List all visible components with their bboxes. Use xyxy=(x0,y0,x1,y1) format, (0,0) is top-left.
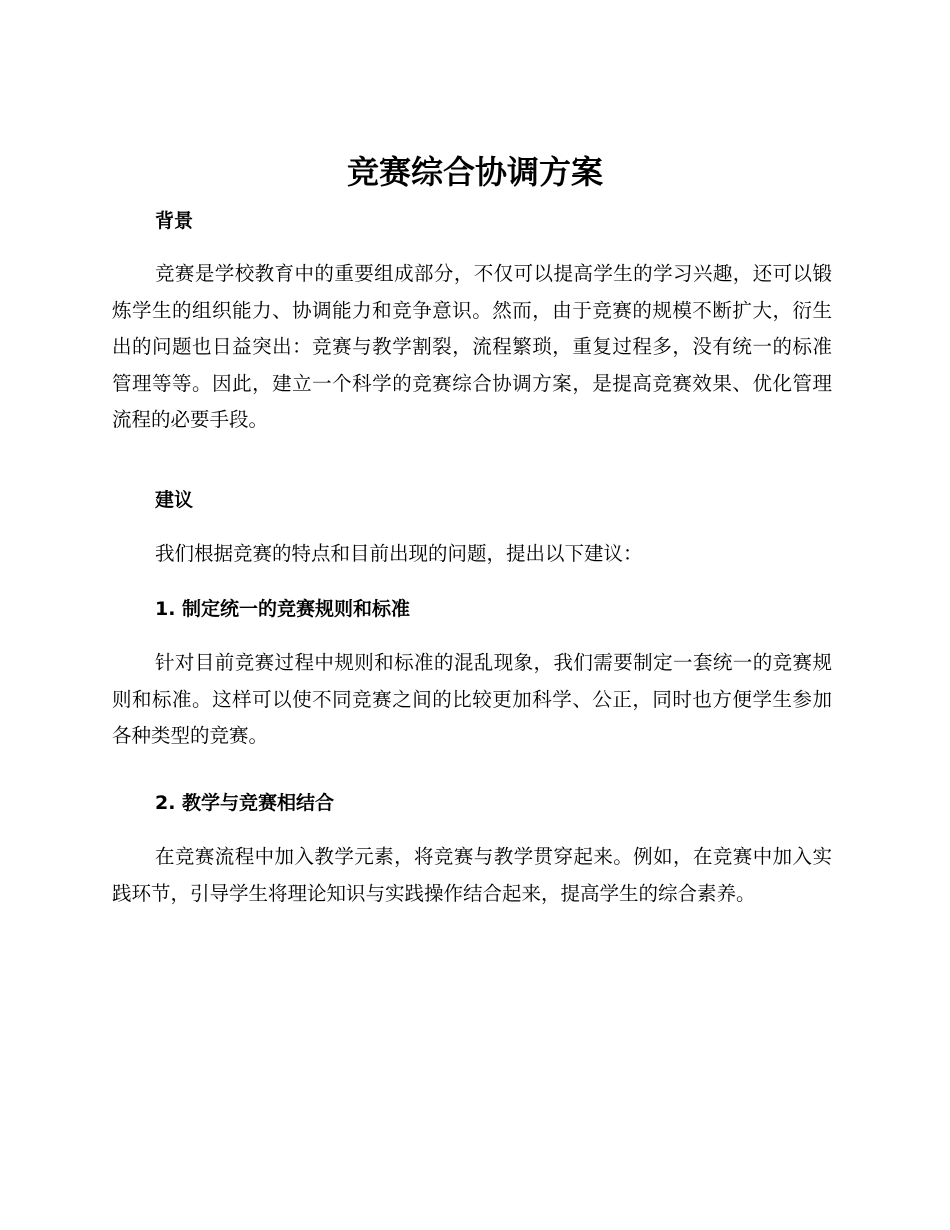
item-2-heading: 2. 教学与竞赛相结合 xyxy=(155,792,335,814)
background-paragraph: 竞赛是学校教育中的重要组成部分，不仅可以提高学生的学习兴趣，还可以锻炼学生的组织能力、协调能力和竞争意识。然而，由于竞赛的规模不断扩大，衍生出的问题也日益突出：竞赛与教学割裂，流程繁琐，重复过程多，没有统一的标准管理等等。因此，建立一个科学的竞赛综合协调方案，是提高竞赛效果、优化管理流程的必要手段。 xyxy=(112,262,832,431)
item-2-paragraph: 在竞赛流程中加入教学元素，将竞赛与教学贯穿起来。例如，在竞赛中加入实践环节，引导学生将理论知识与实践操作结合起来，提高学生的综合素养。 xyxy=(112,845,832,905)
item-1-paragraph: 针对目前竞赛过程中规则和标准的混乱现象，我们需要制定一套统一的竞赛规则和标准。这样可以使不同竞赛之间的比较更加科学、公正，同时也方便学生参加各种类型的竞赛。 xyxy=(112,651,832,747)
item-1-heading: 1. 制定统一的竞赛规则和标准 xyxy=(155,598,411,620)
suggestion-intro-paragraph: 我们根据竞赛的特点和目前出现的问题，提出以下建议： xyxy=(155,542,643,565)
document-title: 竞赛综合协调方案 xyxy=(346,153,603,191)
section-heading-background: 背景 xyxy=(155,210,194,232)
section-heading-suggestion: 建议 xyxy=(155,489,194,511)
